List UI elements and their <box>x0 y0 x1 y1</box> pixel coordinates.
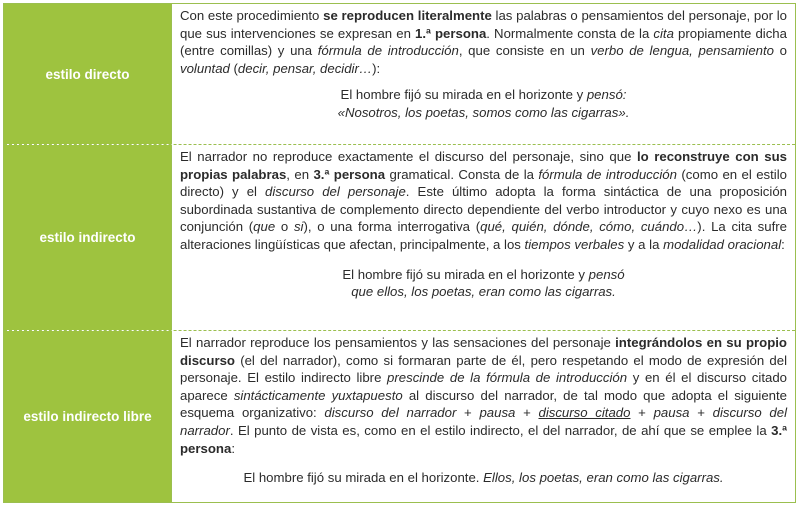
row-label: estilo directo <box>4 4 171 144</box>
text-run: al discurso del narrador, de tal modo que adopta el siguiente esquema organizativo: <box>180 387 788 421</box>
text-run: : <box>781 236 785 252</box>
text-run: + <box>689 405 713 421</box>
text-run: Con este procedimiento <box>180 8 324 23</box>
emphasis-run: fórmula de introducción <box>317 43 459 59</box>
row-label: estilo indirecto <box>4 145 171 330</box>
text-run: + <box>456 405 480 421</box>
emphasis-run: 3.ª persona <box>180 422 787 456</box>
text-run: . El punto de vista es, como en el estilo indirecto, el del narrador, de ahí que se emplee la <box>229 422 772 438</box>
example-line-1 <box>342 267 624 282</box>
emphasis-run: 3.ª persona <box>313 166 386 182</box>
emphasis-run: fórmula de introducción <box>538 166 677 182</box>
emphasis-run: «Nosotros, los poetas, somos como las cigarras». <box>337 104 630 120</box>
emphasis-run: pausa <box>479 405 516 421</box>
text-run: o <box>275 219 294 235</box>
text-run: . Este último adopta la forma sintáctica de una proposición subordinada sustantiva de complemento directo dependiente del verbo introductor y cuyo nexo es una conjunción ( <box>180 184 788 235</box>
description-text <box>180 334 787 457</box>
text-run: El narrador no reproduce exactamente el discurso del personaje, sino que <box>180 149 637 164</box>
emphasis-run: pensó: <box>586 87 627 103</box>
table-row-estilo-indirecto-libre <box>4 331 795 502</box>
emphasis-run: Ellos, los poetas, eran como las cigarras. <box>483 470 724 486</box>
emphasis-run: modalidad oracional <box>663 236 782 252</box>
row-description <box>171 145 795 330</box>
emphasis-run: qué, quién, dónde, cómo, cuándo… <box>480 219 698 235</box>
text-run: ). La cita sufre alteraciones lingüísticas que afectan, principalmente, a los <box>180 219 788 252</box>
text-run: El hombre fijó su mirada en el horizonte y <box>340 87 587 103</box>
example-quote <box>180 266 787 301</box>
emphasis-run: 1.ª persona <box>415 25 487 41</box>
text-run: : <box>231 440 235 456</box>
row-label: estilo indirecto libre <box>4 331 171 502</box>
narrative-styles-table <box>3 3 796 503</box>
emphasis-run: pausa <box>653 405 690 421</box>
example-line-2 <box>338 105 630 120</box>
text-run: + <box>515 405 539 421</box>
text-run: , que consiste en un <box>458 43 591 59</box>
text-run: + <box>630 405 654 421</box>
row-description <box>171 4 795 144</box>
emphasis-run: que ellos, los poetas, eran como las cigarras. <box>351 283 616 299</box>
emphasis-run: decir, pensar, decidir… <box>237 60 373 76</box>
table-row-estilo-directo <box>4 4 795 145</box>
text-run: . Normalmente consta de la <box>486 25 654 41</box>
text-run: propiamente dicha (entre comillas) y una <box>180 25 787 59</box>
example-line-1 <box>243 470 723 485</box>
example-quote <box>180 86 787 121</box>
text-run: El hombre fijó su mirada en el horizonte. <box>243 470 484 486</box>
text-run: ( <box>229 60 238 76</box>
emphasis-run: lo reconstruye con sus propias palabras <box>180 149 787 182</box>
text-run: El hombre fijó su mirada en el horizonte y <box>342 266 589 282</box>
emphasis-run: cita <box>653 25 674 41</box>
emphasis-run: integrándolos en su propio discurso <box>180 335 787 368</box>
emphasis-run: voluntad <box>180 60 230 76</box>
example-line-2 <box>351 284 616 299</box>
emphasis-run: que <box>253 219 276 235</box>
text-run: El narrador reproduce los pensamientos y las sensaciones del personaje <box>180 335 616 350</box>
example-quote <box>180 469 787 486</box>
emphasis-run: discurso citado <box>538 405 631 421</box>
text-run: o <box>774 43 788 59</box>
text-run: las palabras o pensamientos del personaje, por lo que sus intervenciones se expresan en <box>180 8 787 41</box>
emphasis-run: discurso del narrador <box>180 405 788 438</box>
text-run: ): <box>372 60 381 76</box>
description-text <box>180 7 787 77</box>
text-run: (como en el estilo directo) y el <box>180 166 787 200</box>
emphasis-run: sintácticamente yuxtapuesto <box>233 387 403 403</box>
text-run: ), o una forma interrogativa ( <box>303 219 481 235</box>
emphasis-run: verbo de lengua, pensamiento <box>590 43 774 59</box>
emphasis-run: discurso del personaje <box>265 184 406 200</box>
emphasis-run: se reproducen literalmente <box>323 8 492 23</box>
row-description <box>171 331 795 502</box>
text-run: , en <box>286 166 314 182</box>
description-text <box>180 148 787 254</box>
text-run: y en él el discurso citado aparece <box>180 370 787 403</box>
example-line-1 <box>341 87 627 102</box>
table-row-estilo-indirecto <box>4 145 795 331</box>
emphasis-run: prescinde de la fórmula de introducción <box>387 370 628 386</box>
text-run: (el del narrador), como si formaran parte de él, pero respetando el modo de expresión del personaje. El estilo indirecto libre <box>180 352 787 386</box>
emphasis-run: tiempos verbales <box>524 236 625 252</box>
emphasis-run: discurso del narrador <box>324 405 457 421</box>
emphasis-run: si <box>293 219 304 235</box>
text-run: gramatical. Consta de la <box>385 166 539 182</box>
emphasis-run: pensó <box>588 266 625 282</box>
text-run: y a la <box>624 236 664 252</box>
